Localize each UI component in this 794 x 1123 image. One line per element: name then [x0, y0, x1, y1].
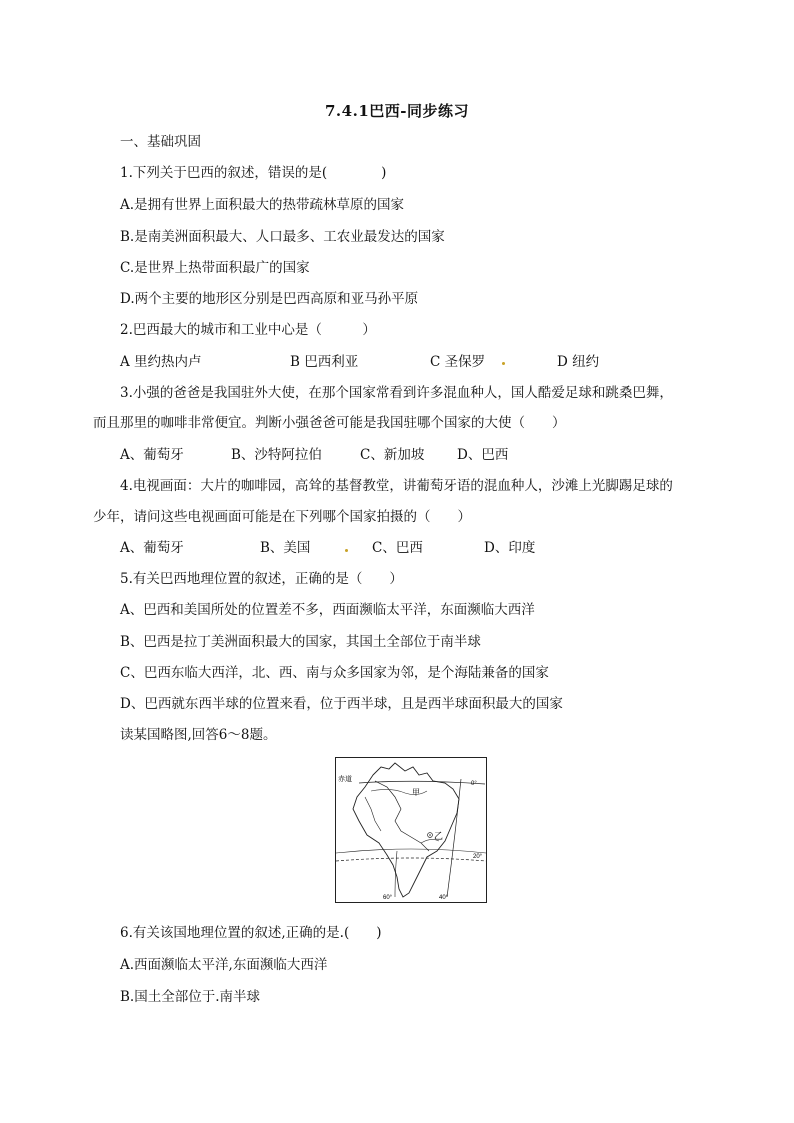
- question-1-option-a: A.是拥有世界上面积最大的热带疏林草原的国家: [120, 197, 405, 213]
- question-3-line-1: 3.小强的爸爸是我国驻外大使，在那个国家常看到许多混血种人，国人酷爱足球和跳桑巴舞，: [120, 385, 673, 401]
- question-5-option-d: D、巴西就东西半球的位置来看，位于西半球，且是西半球面积最大的国家: [120, 696, 563, 712]
- question-1-stem: 1.下列关于巴西的叙述，错误的是( ): [120, 165, 387, 181]
- question-2-option-b: B 巴西利亚: [290, 354, 359, 370]
- question-2-options: [0, 352, 794, 372]
- longitude-40-label: 40°: [439, 895, 449, 901]
- section-heading: 一、基础巩固: [120, 134, 201, 150]
- question-3-option-c: C、新加坡: [360, 447, 425, 463]
- question-5-option-b: B、巴西是拉丁美洲面积最大的国家，其国土全部位于南半球: [120, 634, 481, 650]
- question-4-option-b: B、美国: [260, 540, 311, 556]
- question-1-option-c: C.是世界上热带面积最广的国家: [120, 260, 310, 276]
- question-2-option-c: C 圣保罗: [430, 354, 486, 370]
- brazil-sketch-map: [335, 757, 487, 903]
- map-frame: [336, 758, 487, 903]
- question-4-line-2: 少年，请问这些电视画面可能是在下列哪个国家拍摄的（ ）: [93, 509, 471, 525]
- city-marker-center: [429, 834, 431, 836]
- question-4-option-d: D、印度: [484, 540, 536, 556]
- latitude-20-label: 20°: [473, 854, 483, 860]
- equator-label: 赤道: [338, 776, 352, 783]
- question-4-option-c: C、巴西: [372, 540, 423, 556]
- question-3-line-2: 而且那里的咖啡非常便宜。判断小强爸爸可能是我国驻哪个国家的大使（ ）: [93, 415, 566, 431]
- label-jia: 甲: [412, 788, 420, 797]
- question-1-option-d: D.两个主要的地形区分别是巴西高原和亚马孙平原: [120, 291, 419, 307]
- stray-mark: [345, 549, 348, 552]
- page-title: 7.4.1巴西-同步练习: [325, 102, 469, 120]
- question-2-option-d: D 纽约: [557, 354, 600, 370]
- question-5-option-a: A、巴西和美国所处的位置差不多，西面濒临太平洋，东面濒临大西洋: [120, 602, 535, 618]
- question-6-option-a: A.西面濒临太平洋,东面濒临大西洋: [120, 957, 328, 973]
- map-intro: 读某国略图,回答6～8题。: [120, 727, 277, 743]
- question-2-option-a: A 里约热内卢: [120, 354, 202, 370]
- question-3-option-b: B、沙特阿拉伯: [231, 447, 322, 463]
- label-yi: 乙: [434, 832, 444, 842]
- stray-mark: [502, 362, 505, 365]
- question-3-options: [0, 445, 794, 465]
- question-4-option-a: A、葡萄牙: [120, 540, 184, 556]
- question-3-option-d: D、巴西: [457, 447, 509, 463]
- longitude-60-label: 60°: [383, 895, 393, 901]
- question-6-option-b: B.国土全部位于.南半球: [120, 989, 261, 1005]
- question-5-option-c: C、巴西东临大西洋，北、西、南与众多国家为邻，是个海陆兼备的国家: [120, 665, 549, 681]
- question-5-stem: 5.有关巴西地理位置的叙述，正确的是（ ）: [120, 571, 403, 587]
- question-6-stem: 6.有关该国地理位置的叙述,正确的是.( ): [120, 925, 382, 941]
- question-1-option-b: B.是南美洲面积最大、人口最多、工农业最发达的国家: [120, 229, 445, 245]
- question-4-options: [0, 538, 794, 558]
- question-2-stem: 2.巴西最大的城市和工业中心是（ ）: [120, 322, 376, 338]
- latitude-0-label: 0°: [471, 781, 477, 787]
- question-4-line-1: 4.电视画面：大片的咖啡园，高耸的基督教堂，讲葡萄牙语的混血种人，沙滩上光脚踢足球的: [120, 478, 673, 494]
- question-3-option-a: A、葡萄牙: [120, 447, 184, 463]
